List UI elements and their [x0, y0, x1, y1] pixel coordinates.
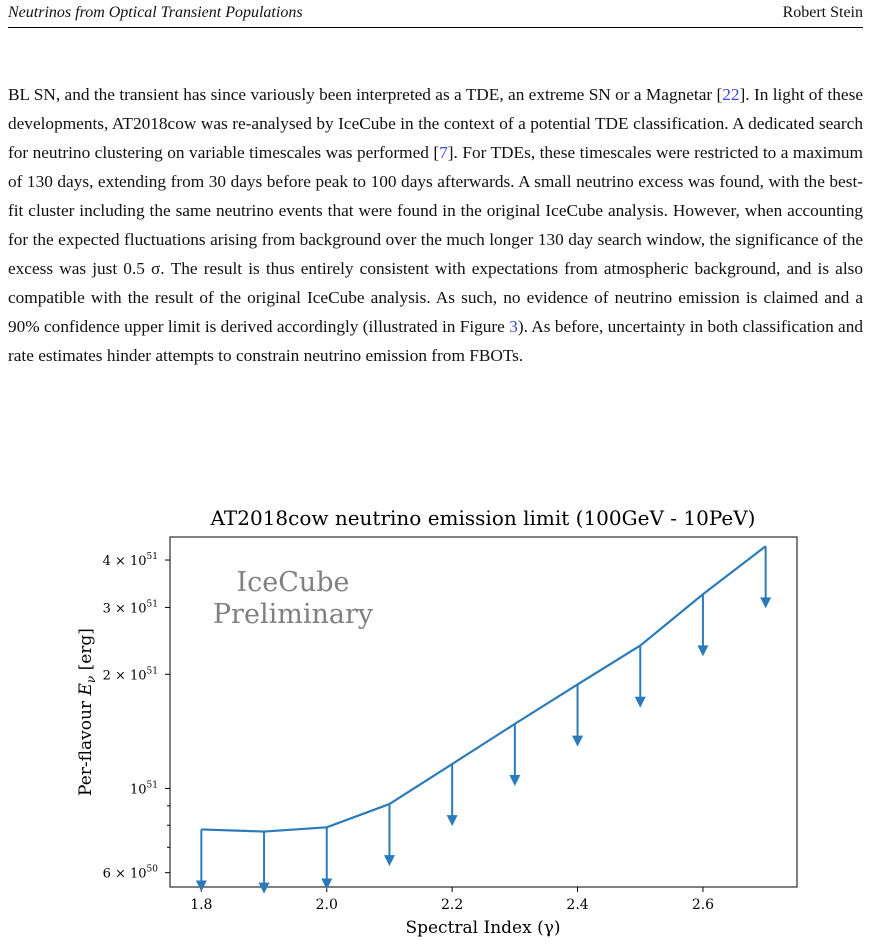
upper-limit-arrowhead [697, 645, 708, 656]
annotation-icecube: IceCube [236, 567, 350, 598]
paragraph-text: ). As before, uncertainty in both classification and rate estimates hinder attempts to constrain neutrino emission from FBOTs. [8, 317, 863, 365]
x-tick-label: 2.0 [315, 897, 338, 913]
paragraph-text: ]. For TDEs, these timescales were restricted to a maximum of 130 days, extending from 30 days before peak to 100 days afterwards. A small neutrino excess was found, with the best-fit cluster including the same neutrino events that were found in the original IceCube analysis. However, when accounting for the expected fluctuations arising from background over the much longer 130 day search window, the significance of the excess was just 0.5 σ. The result is thus entirely consistent with expectations from atmospheric background, and is also compatible with the result of the original IceCube analysis. As such, no evidence of neutrino emission is claimed and a 90% confidence upper limit is derived accordingly (illustrated in Figure [8, 143, 863, 336]
y-tick-label: $6 \times 10^{50}$ [102, 864, 158, 882]
upper-limit-arrowhead [572, 736, 583, 747]
upper-limit-arrowhead [321, 878, 332, 889]
upper-limit-arrowhead [259, 883, 270, 894]
running-author: Robert Stein [782, 4, 863, 21]
upper-limit-arrowhead [447, 815, 458, 826]
y-tick-label: $3 \times 10^{51}$ [102, 599, 158, 617]
x-axis-label: Spectral Index (γ) [405, 918, 561, 938]
annotation-preliminary: Preliminary [212, 599, 374, 630]
citation-link[interactable]: 22 [722, 85, 740, 104]
emission-limit-chart [0, 495, 871, 945]
upper-limit-arrowhead [635, 697, 646, 708]
figure-reference-link[interactable]: 3 [509, 317, 518, 336]
paragraph-text: ]. In light of these developments, AT2018cow was re-analysed by IceCube in the context of a potential TDE classification. A dedicated search for neutrino clustering on variable timescales was performed [ [8, 85, 863, 162]
axis-ticks [103, 552, 715, 913]
citation-link[interactable]: 7 [439, 143, 448, 162]
y-tick-label: $4 \times 10^{51}$ [102, 552, 158, 570]
x-tick-label: 2.2 [441, 897, 464, 913]
body-paragraph [8, 80, 863, 370]
figure [0, 495, 871, 945]
y-tick-label: $10^{51}$ [130, 780, 158, 798]
x-tick-label: 2.4 [566, 897, 589, 913]
x-tick-label: 2.6 [691, 897, 715, 913]
running-title: Neutrinos from Optical Transient Populations [8, 4, 303, 21]
upper-limit-arrowhead [196, 881, 207, 892]
x-tick-label: 1.8 [190, 897, 213, 913]
y-tick-label: $2 \times 10^{51}$ [102, 666, 158, 684]
upper-limit-arrowhead [509, 775, 520, 786]
y-axis-label: Per-flavour $E_\nu$ [erg] [76, 628, 98, 796]
chart-title: AT2018cow neutrino emission limit (100GeV - 10PeV) [210, 506, 756, 530]
paragraph-text: BL SN, and the transient has since variously been interpreted as a TDE, an extreme SN or a Magnetar [ [8, 85, 723, 104]
upper-limit-arrowhead [760, 597, 771, 608]
running-header [8, 0, 863, 28]
upper-limit-arrowhead [384, 855, 395, 866]
